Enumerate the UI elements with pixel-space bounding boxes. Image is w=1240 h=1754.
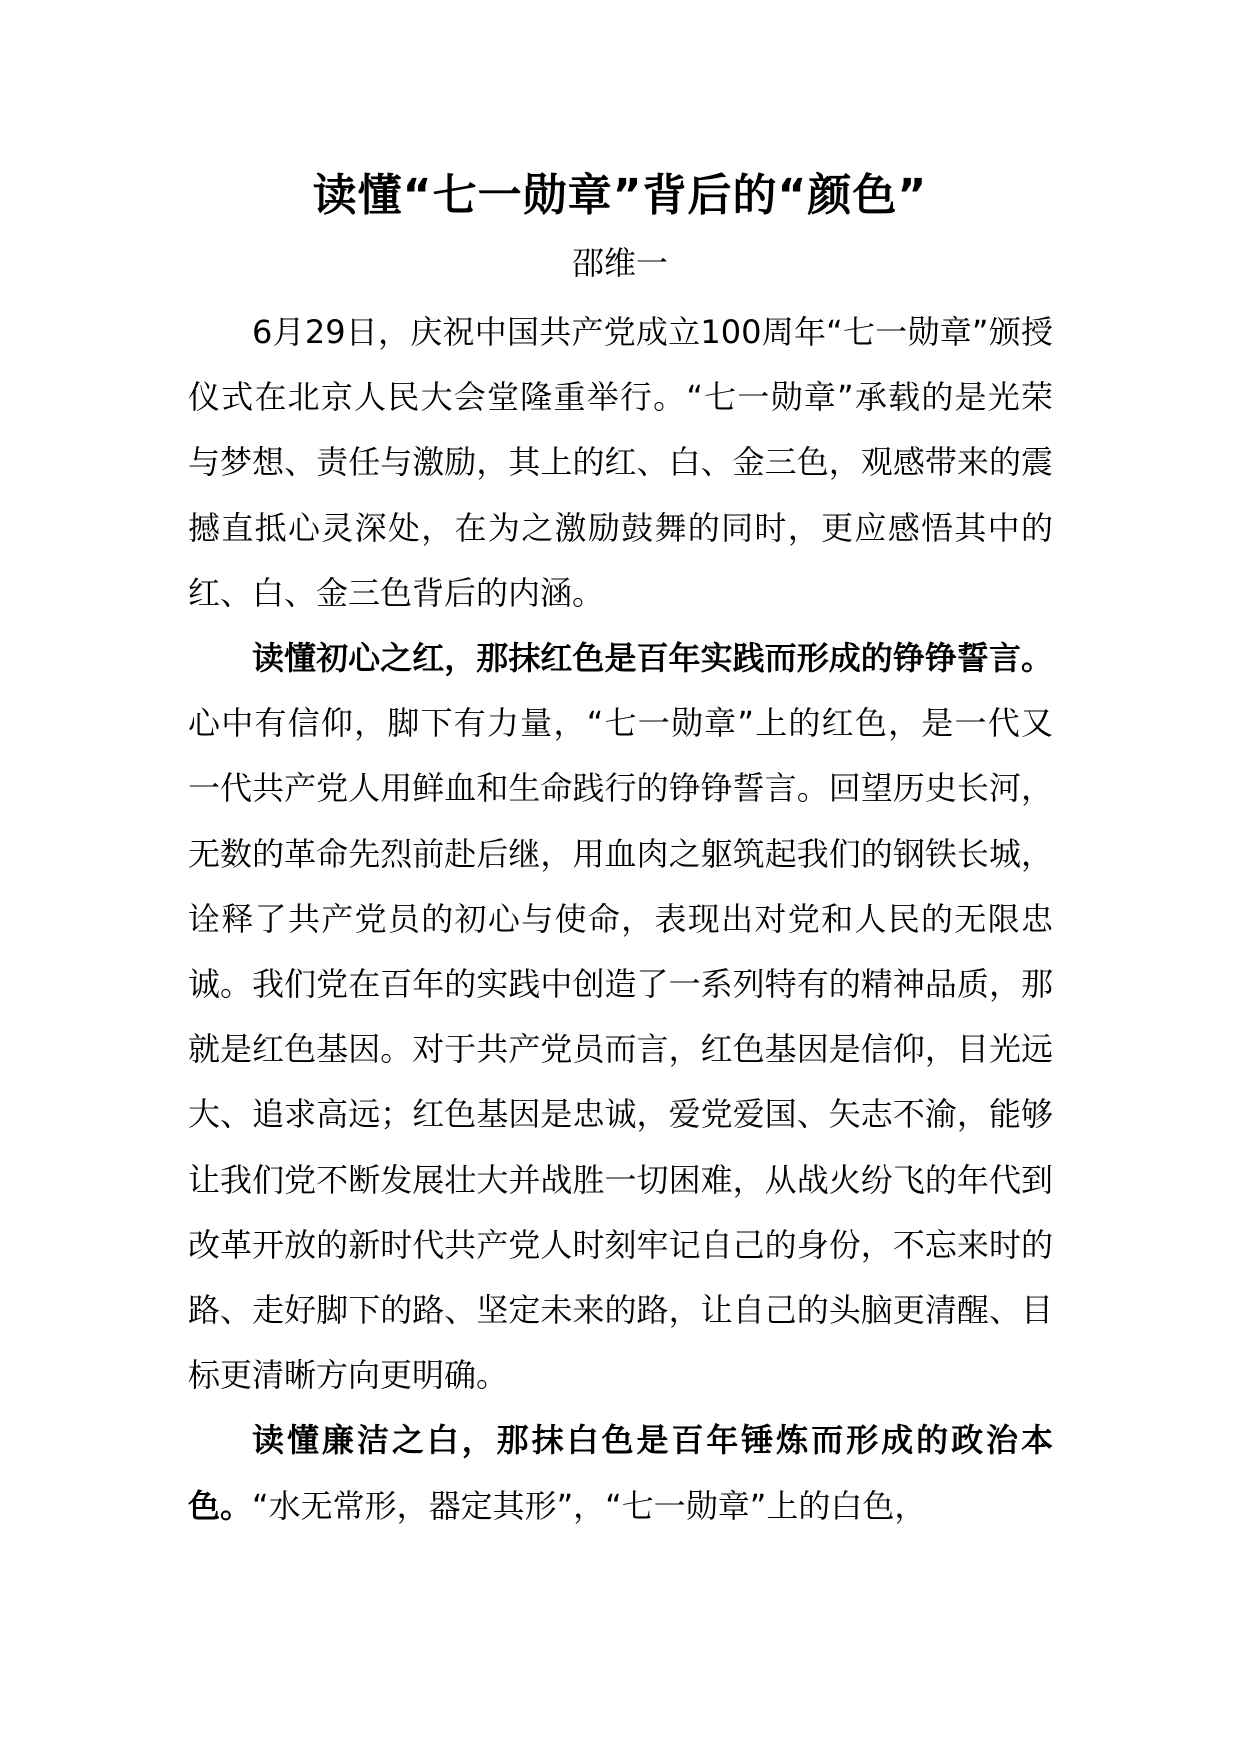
paragraph-red [188,626,1053,1408]
paragraph-text: “水无常形，器定其形”，“七一勋章”上的白色， [252,1486,927,1525]
paragraph-text: 心中有信仰，脚下有力量，“七一勋章”上的红色，是一代又一代共产党人用鲜血和生命践行的铮铮誓言。回望历史长河，无数的革命先烈前赴后继，用血肉之躯筑起我们的钢铁长城，诠释了共产党员的初心与使命，表现出对党和人民的无限忠诚。我们党在百年的实践中创造了一系列特有的精神品质，那就是红色基因。对于共产党员而言，红色基因是信仰，目光远大、追求高远；红色基因是忠诚，爱党爱国、矢志不渝，能够让我们党不断发展壮大并战胜一切困难，从战火纷飞的年代到改革开放的新时代共产党人时刻牢记自己的身份，不忘来时的路、走好脚下的路、坚定未来的路，让自己的头脑更清醒、目标更清晰方向更明确。 [188,704,1053,1395]
paragraph-lead-white: 读懂廉洁之白，那抹白色是百年锤炼而形成的政治本色。 [188,1421,1053,1525]
document-body [188,300,1053,1539]
paragraph-text: 6月29日，庆祝中国共产党成立100周年“七一勋章”颁授仪式在北京人民大会堂隆重举行。“七一勋章”承载的是光荣与梦想、责任与激励，其上的红、白、金三色，观感带来的震撼直抵心灵深处，在为之激励鼓舞的同时，更应感悟其中的红、白、金三色背后的内涵。 [188,313,1053,612]
document-title: 读懂“七一勋章”背后的“颜色” [312,170,928,221]
document-author: 邵维一 [571,244,668,282]
paragraph-lead-red: 读懂初心之红，那抹红色是百年实践而形成的铮铮誓言。 [252,639,1053,678]
paragraph-white [188,1408,1053,1538]
paragraph-intro [188,300,1053,626]
